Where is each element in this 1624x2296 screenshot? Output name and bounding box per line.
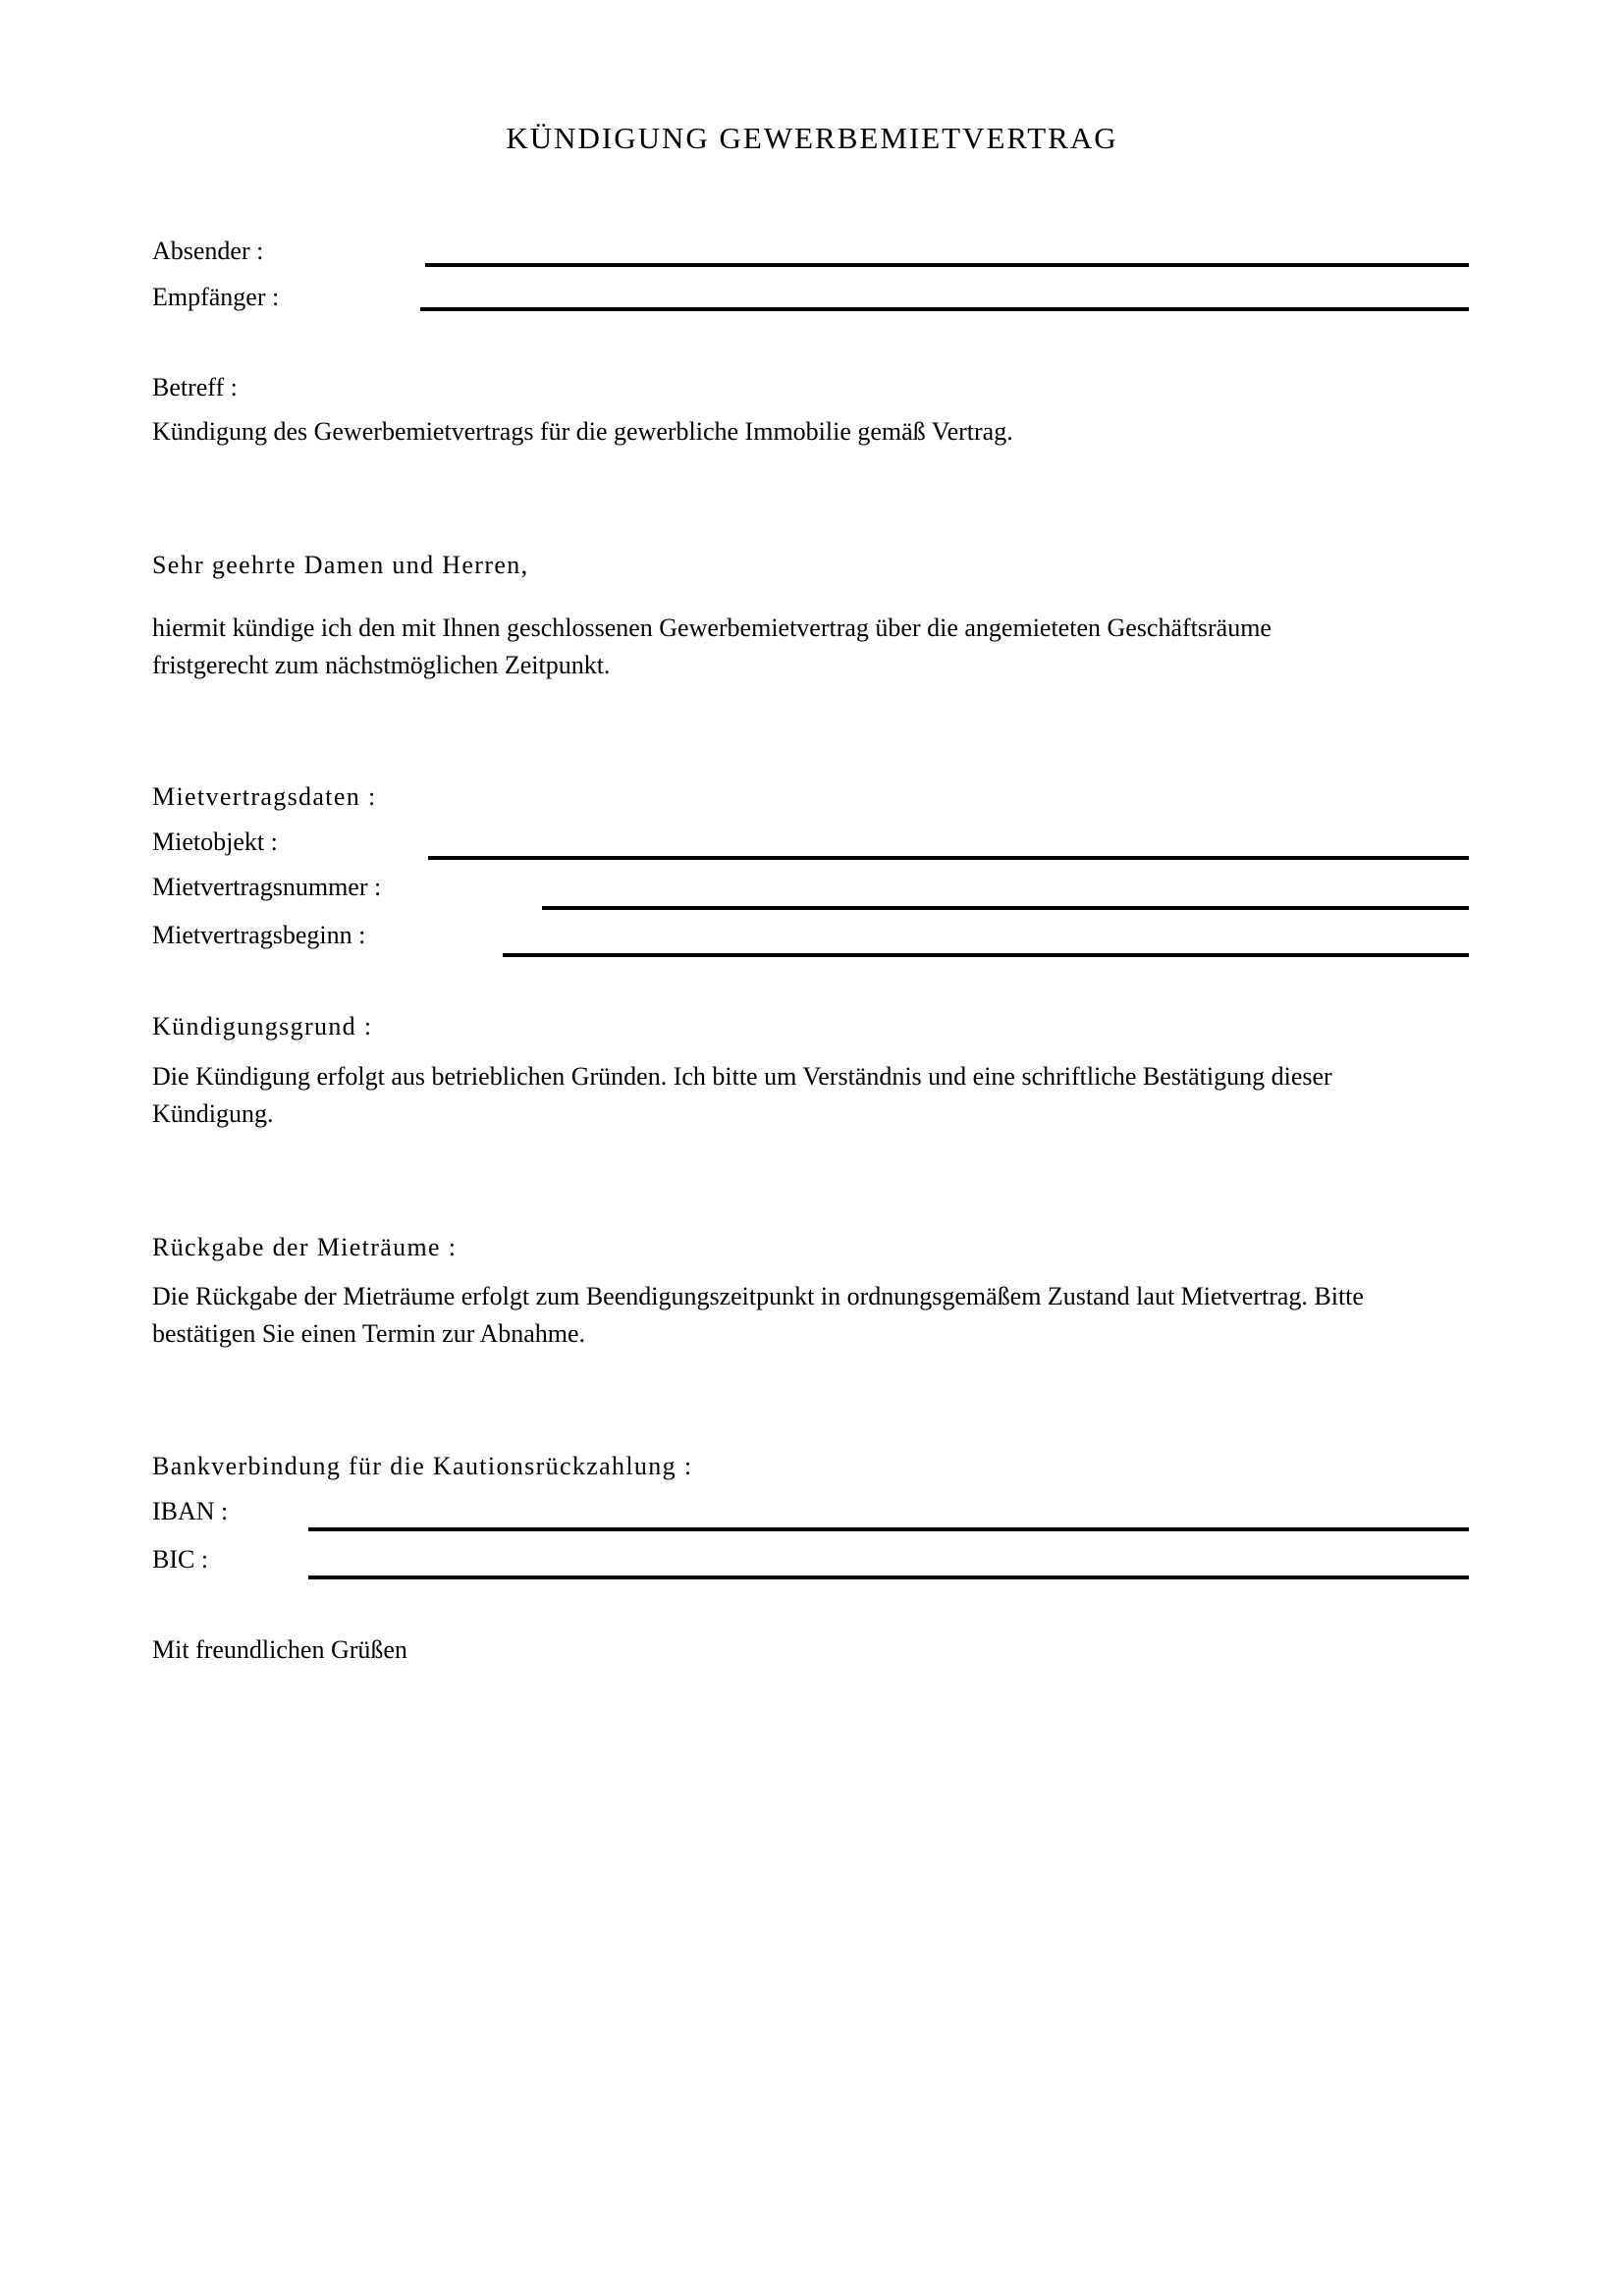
lease-object-label: Mietobjekt :	[152, 828, 278, 856]
sender-fill-line[interactable]	[425, 263, 1469, 267]
recipient-fill-line[interactable]	[420, 307, 1469, 311]
subject-heading: Betreff :	[152, 373, 238, 401]
page-title: KÜNDIGUNG GEWERBEMIETVERTRAG	[506, 121, 1118, 155]
handover-text: Die Rückgabe der Mieträume erfolgt zum Beendigungszeitpunkt in ordnungsgemäßem Zustand laut Mietvertrag. Bitte bestätigen Sie einen Termin zur Abnahme.	[152, 1282, 1364, 1348]
salutation: Sehr geehrte Damen und Herren,	[152, 551, 529, 579]
sender-label: Absender :	[152, 237, 264, 265]
iban-label: IBAN :	[152, 1497, 229, 1525]
lease-data-heading: Mietvertragsdaten :	[152, 782, 377, 811]
bic-label: BIC :	[152, 1545, 209, 1574]
bic-fill-line[interactable]	[308, 1575, 1469, 1579]
iban-fill-line[interactable]	[308, 1527, 1469, 1531]
lease-object-fill-line[interactable]	[428, 856, 1469, 860]
closing-text: Mit freundlichen Grüßen	[152, 1635, 407, 1664]
lease-number-label: Mietvertragsnummer :	[152, 873, 382, 901]
handover-heading: Rückgabe der Mieträume :	[152, 1233, 458, 1261]
intro-paragraph: hiermit kündige ich den mit Ihnen geschlossenen Gewerbemietvertrag über die angemieteten Geschäftsräume fristgerecht zum nächstmöglichen Zeitpunkt.	[152, 614, 1272, 679]
termination-reason-text: Die Kündigung erfolgt aus betrieblichen Gründen. Ich bitte um Verständnis und eine schriftliche Bestätigung dieser Kündigung.	[152, 1062, 1332, 1128]
lease-number-fill-line[interactable]	[542, 906, 1469, 910]
lease-start-fill-line[interactable]	[503, 953, 1469, 957]
subject-text: Kündigung des Gewerbemietvertrags für die gewerbliche Immobilie gemäß Vertrag.	[152, 417, 1013, 446]
termination-reason-heading: Kündigungsgrund :	[152, 1012, 373, 1041]
bank-details-heading: Bankverbindung für die Kautionsrückzahlung :	[152, 1452, 693, 1480]
lease-start-label: Mietvertragsbeginn :	[152, 921, 366, 949]
recipient-label: Empfänger :	[152, 283, 280, 311]
